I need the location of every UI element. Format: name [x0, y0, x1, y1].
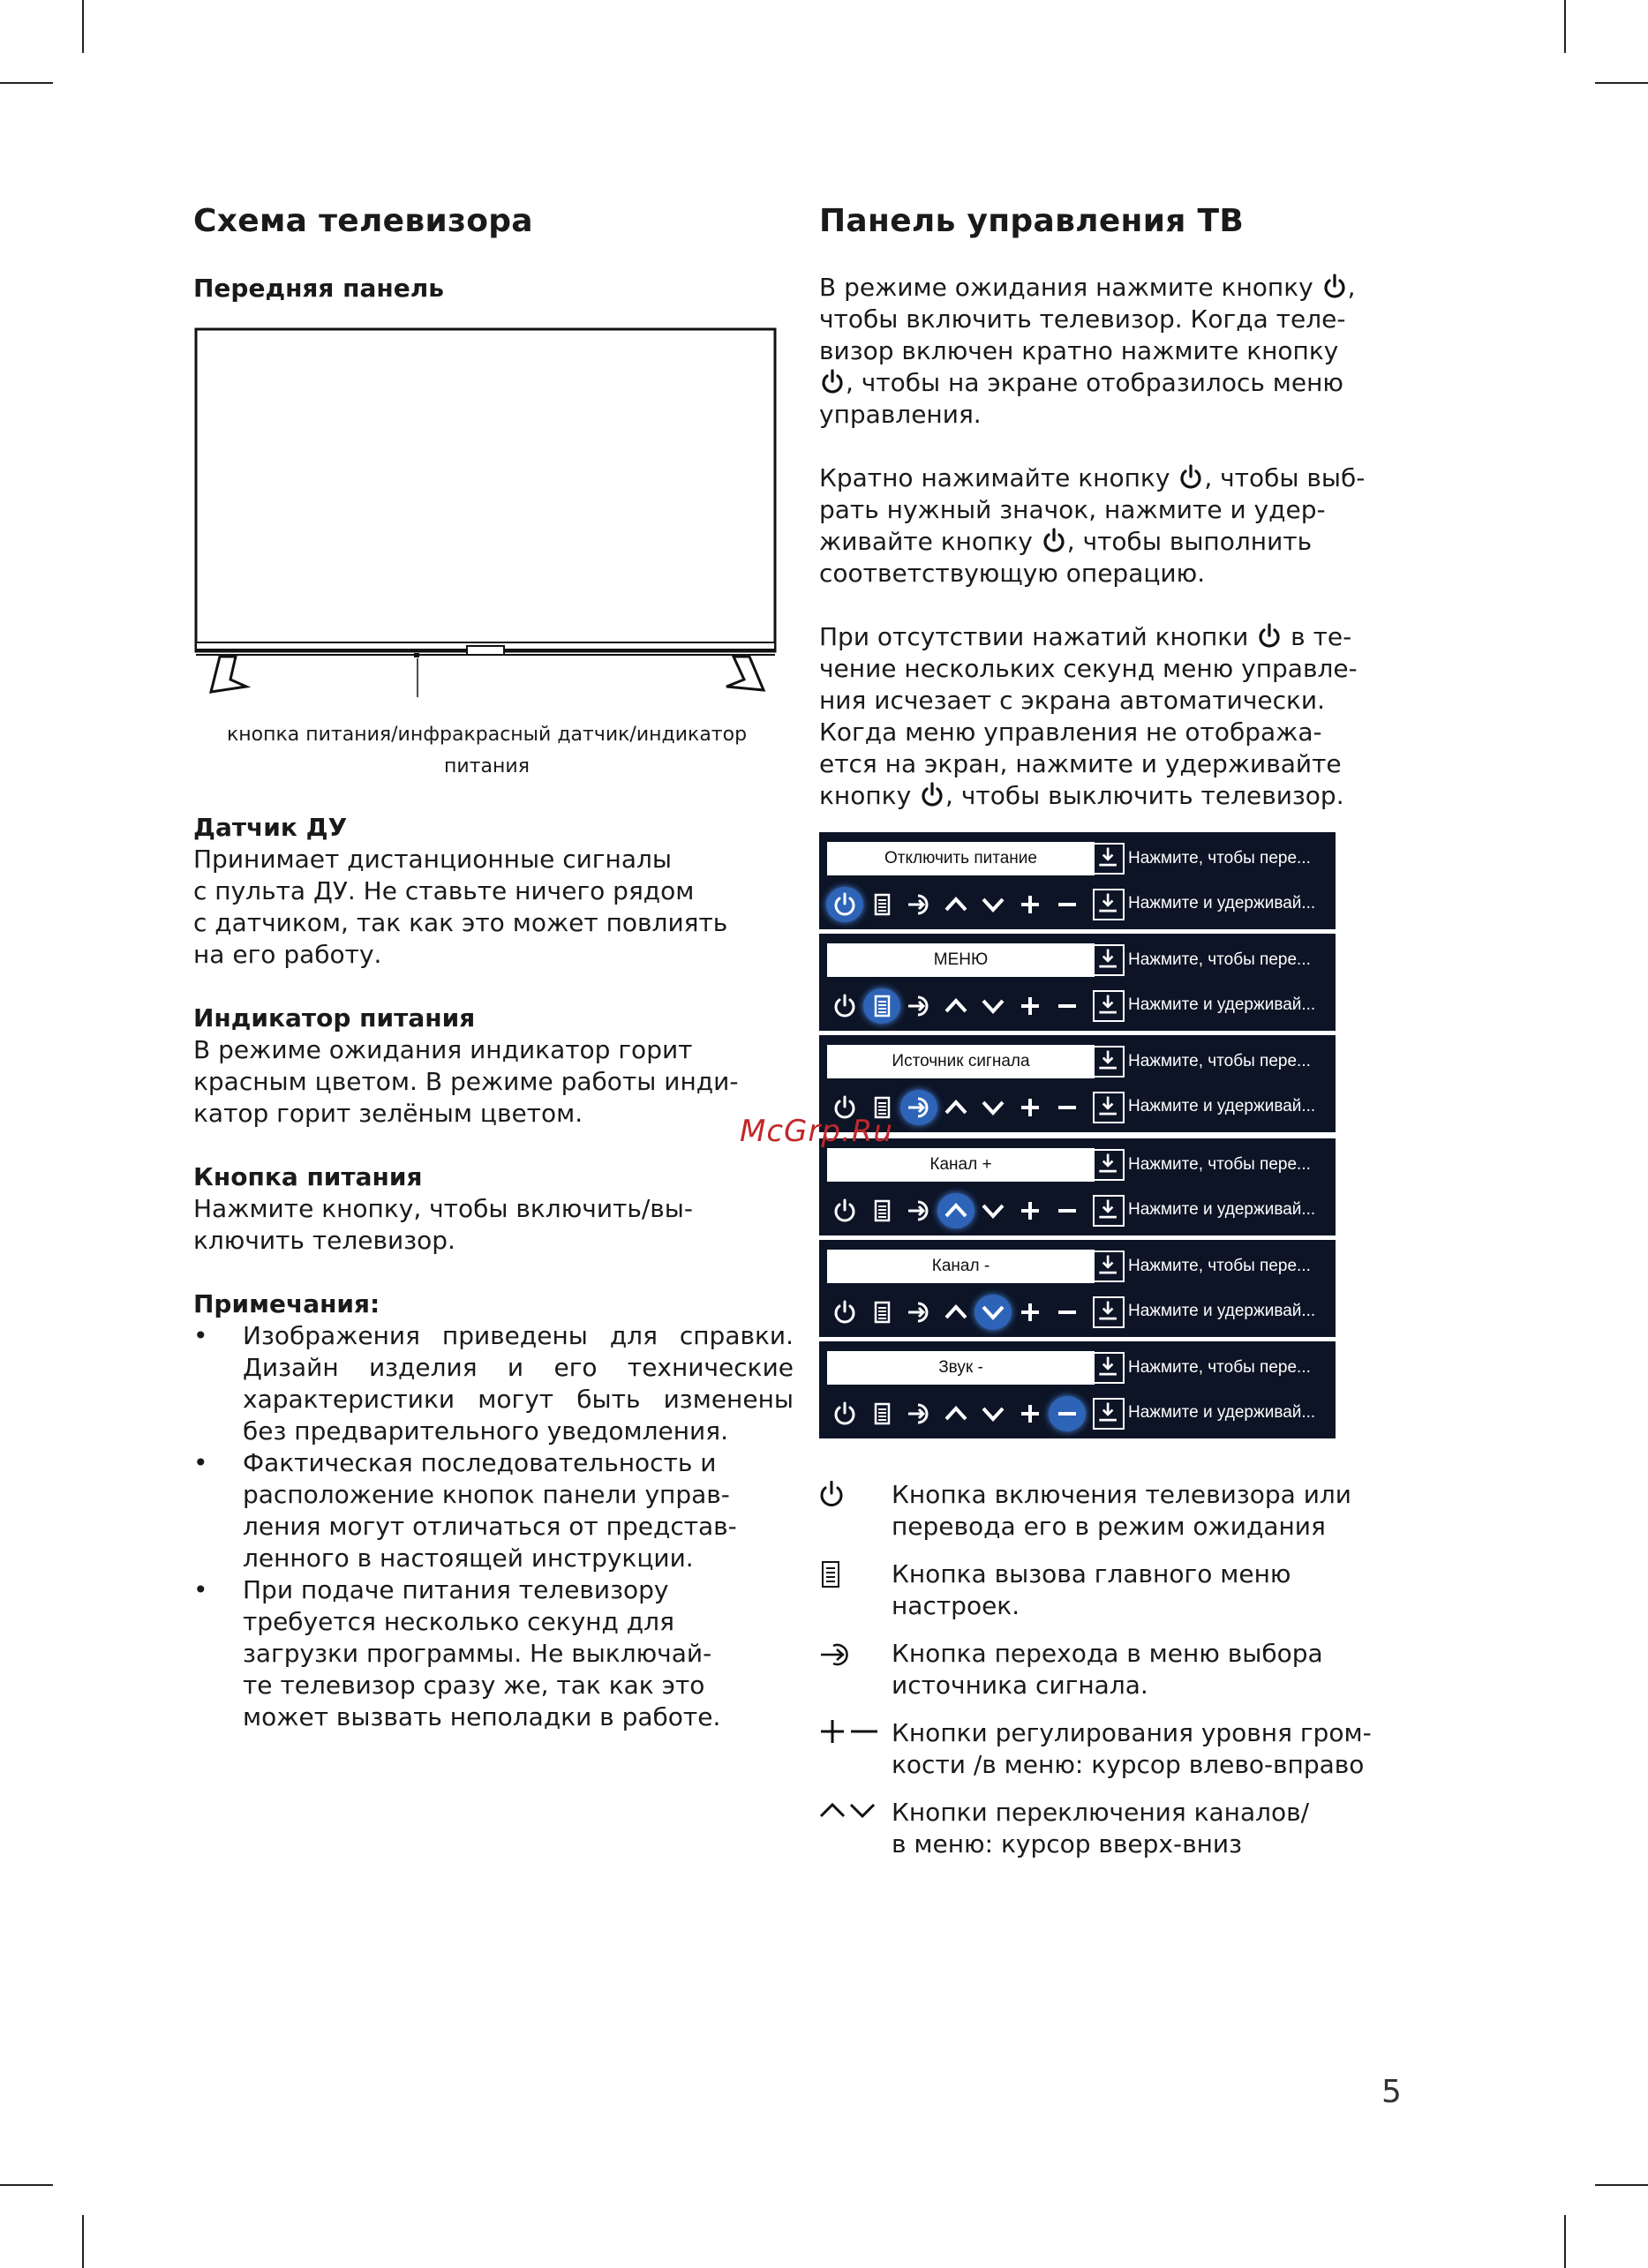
notes-heading: Примечания:: [193, 1289, 380, 1318]
minus-icon: [1049, 1396, 1086, 1431]
power-icon: [826, 887, 863, 922]
note-item: • Фактическая последовательность и расположение кнопок панели управ- ления могут отличаться от представ- ленного в настоящей инструкции.: [193, 1447, 794, 1574]
source-icon: [900, 1193, 937, 1228]
download-icon: [1093, 1046, 1125, 1078]
crop-mark: [0, 82, 53, 84]
note-item: • Изображения приведены для справки. Дизайн изделия и его технические характеристики могут быть изменены без предварительного уведомления.: [193, 1320, 794, 1447]
power-button-section: Кнопка питания Нажмите кнопку, чтобы включить/вы- ключить телевизор.: [193, 1161, 794, 1257]
plus-minus-icon: [819, 1719, 881, 1749]
plus-icon: [1012, 1193, 1049, 1228]
up-icon: [937, 1396, 975, 1431]
power-icon: [826, 1193, 863, 1228]
power-icon: [819, 368, 846, 396]
source-icon: [819, 1640, 881, 1670]
up-icon: [937, 1090, 975, 1125]
crop-mark: [1595, 2184, 1648, 2186]
menu-icon: [863, 1295, 900, 1330]
download-icon: [1093, 1195, 1125, 1227]
power-icon: [1178, 463, 1204, 492]
menu-hint-hold: Нажмите и удерживай...: [1128, 1200, 1316, 1219]
menu-selected-label: МЕНЮ: [827, 943, 1095, 977]
page-number: 5: [1381, 2074, 1402, 2110]
power-indicator-section: Индикатор питания В режиме ожидания индикатор горит красным цветом. В режиме работы инди- катор горит зелёным цветом.: [193, 1003, 794, 1130]
up-icon: [937, 988, 975, 1024]
down-icon: [975, 1396, 1012, 1431]
control-menu-screenshot: [819, 1035, 1336, 1132]
menu-hint-hold: Нажмите и удерживай...: [1128, 1302, 1316, 1320]
menu-selected-label: Звук -: [827, 1351, 1095, 1385]
menu-hint-hold: Нажмите и удерживай...: [1128, 894, 1316, 912]
menu-icon-row: [826, 1295, 1086, 1330]
notes-list: [193, 1320, 794, 1733]
menu-hint-hold: Нажмите и удерживай...: [1128, 995, 1316, 1014]
menu-icon-row: [826, 887, 1086, 922]
down-icon: [975, 1295, 1012, 1330]
crop-mark: [1564, 2215, 1566, 2268]
power-icon: [919, 781, 945, 809]
power-icon: [1256, 622, 1283, 650]
menu-hint-press: Нажмите, чтобы пере...: [1128, 1358, 1311, 1377]
menu-icon-row: [826, 988, 1086, 1024]
download-icon: [1093, 1398, 1125, 1430]
crop-mark: [1564, 0, 1566, 53]
up-icon: [937, 1295, 975, 1330]
source-icon: [900, 887, 937, 922]
download-icon: [1093, 1149, 1125, 1181]
power-indicator-heading: Индикатор питания: [193, 1003, 476, 1033]
plus-icon: [1012, 887, 1049, 922]
download-icon: [1093, 990, 1125, 1022]
menu-hint-press: Нажмите, чтобы пере...: [1128, 1155, 1311, 1174]
download-icon: [1093, 843, 1125, 875]
section-title-control-panel: Панель управления ТВ: [819, 203, 1245, 239]
minus-icon: [1049, 988, 1086, 1024]
power-icon: [1321, 273, 1348, 301]
power-button-heading: Кнопка питания: [193, 1162, 423, 1191]
plus-icon: [1012, 1295, 1049, 1330]
control-menu-screenshot: [819, 832, 1336, 929]
power-button-caption: кнопка питания/инфракрасный датчик/индикатор питания: [226, 724, 748, 777]
menu-selected-label: Отключить питание: [827, 842, 1095, 875]
plus-icon: [1012, 1090, 1049, 1125]
menu-hint-press: Нажмите, чтобы пере...: [1128, 849, 1311, 867]
menu-hint-press: Нажмите, чтобы пере...: [1128, 950, 1311, 969]
up-icon: [937, 1193, 975, 1228]
menu-icon-row: [826, 1193, 1086, 1228]
watermark: McGrp.Ru: [740, 1114, 893, 1149]
tv-front-illustration: [193, 327, 780, 697]
power-icon: [826, 1295, 863, 1330]
download-icon: [1093, 1250, 1125, 1282]
power-icon: [826, 988, 863, 1024]
section-title-tv-diagram: Схема телевизора: [193, 203, 533, 239]
control-paragraph-3: При отсутствии нажатий кнопки в те- чение нескольких секунд меню управле- ния исчезает с экрана автоматически. Когда меню управления не отобража- ется на экран, нажмите и удерживайте кнопку , чтобы выключить телевизор.: [819, 622, 1358, 810]
minus-icon: [1049, 887, 1086, 922]
menu-selected-label: Канал +: [827, 1148, 1095, 1182]
menu-hint-press: Нажмите, чтобы пере...: [1128, 1257, 1311, 1275]
control-paragraph-1: В режиме ожидания нажмите кнопку , чтобы включить телевизор. Когда теле- визор включен кратно нажмите кнопку , чтобы на экране отобразилось меню управления.: [819, 273, 1356, 429]
download-icon: [1093, 1296, 1125, 1328]
crop-mark: [1595, 82, 1648, 84]
control-menu-screenshot: [819, 934, 1336, 1031]
control-menu-screenshot: [819, 1240, 1336, 1337]
remote-sensor-section: Датчик ДУ Принимает дистанционные сигналы с пульта ДУ. Не ставьте ничего рядом с датчиком, так как это может повлиять на его работу.: [193, 812, 794, 971]
up-icon: [937, 887, 975, 922]
up-down-icon: [819, 1799, 881, 1829]
menu-icon-row: [826, 1396, 1086, 1431]
menu-hint-press: Нажмите, чтобы пере...: [1128, 1052, 1311, 1070]
down-icon: [975, 1193, 1012, 1228]
front-panel-title: Передняя панель: [193, 274, 444, 303]
source-icon: [900, 988, 937, 1024]
download-icon: [1093, 1352, 1125, 1384]
plus-icon: [1012, 988, 1049, 1024]
menu-selected-label: Канал -: [827, 1250, 1095, 1283]
download-icon: [1093, 944, 1125, 976]
crop-mark: [82, 2215, 84, 2268]
menu-selected-label: Источник сигнала: [827, 1045, 1095, 1078]
minus-icon: [1049, 1090, 1086, 1125]
crop-mark: [0, 2184, 53, 2186]
menu-icon: [863, 887, 900, 922]
download-icon: [1093, 889, 1125, 920]
control-menu-screenshot: [819, 1341, 1336, 1438]
plus-icon: [1012, 1396, 1049, 1431]
power-icon: [1041, 527, 1067, 555]
menu-hint-hold: Нажмите и удерживай...: [1128, 1097, 1316, 1115]
source-icon: [900, 1295, 937, 1330]
control-paragraph-2: Кратно нажимайте кнопку , чтобы выб- рать нужный значок, нажмите и удер- живайте кнопку , чтобы выполнить соответствующую операцию.: [819, 463, 1366, 588]
power-icon: [819, 1481, 881, 1511]
down-icon: [975, 1090, 1012, 1125]
menu-icon: [863, 1193, 900, 1228]
control-menu-screenshot: [819, 1138, 1336, 1235]
note-item: • При подаче питания телевизору требуется несколько секунд для загрузки программы. Не выключай- те телевизор сразу же, так как это может вызвать неполадки в работе.: [193, 1574, 794, 1733]
download-icon: [1093, 1092, 1125, 1123]
menu-icon: [863, 988, 900, 1024]
menu-hint-hold: Нажмите и удерживай...: [1128, 1403, 1316, 1422]
minus-icon: [1049, 1193, 1086, 1228]
down-icon: [975, 887, 1012, 922]
source-icon: [900, 1396, 937, 1431]
power-icon: [826, 1396, 863, 1431]
remote-sensor-heading: Датчик ДУ: [193, 813, 348, 842]
source-icon: [900, 1090, 937, 1125]
crop-mark: [82, 0, 84, 53]
down-icon: [975, 988, 1012, 1024]
menu-icon: [819, 1560, 881, 1590]
menu-icon: [863, 1396, 900, 1431]
minus-icon: [1049, 1295, 1086, 1330]
